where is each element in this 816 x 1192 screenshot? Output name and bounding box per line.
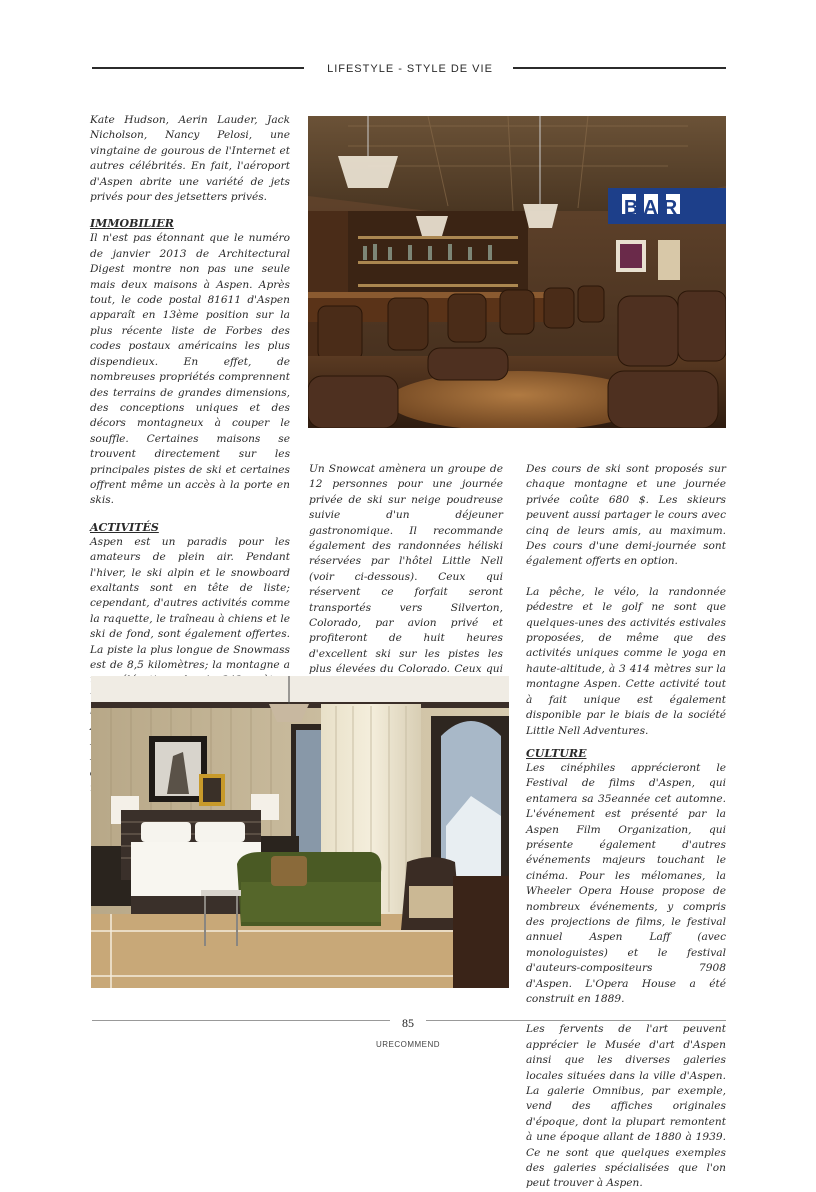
ski-courses-paragraph: Des cours de ski sont proposés sur chaque montagne et une journée privée coûte 680 $. Les skieurs peuvent aussi partager le cours avec cinq de leurs amis, au maximum. Des cours d'une demi-journée sont également offerts en option. [526,463,726,568]
bar-sign-text: BAR [623,197,683,219]
immobilier-paragraph: Il n'est pas étonnant que le numéro de janvier 2013 de Architectural Digest montre non pas une seule mais deux maisons à Aspen. Après tout, le code postal 81611 d'Aspen apparaît en 13ème position sur la plus récente liste de Forbes des codes postaux américains les plus dispendieux. En effet, de nombreuses propriétés comprennent des terrains de grandes dimensions, des conceptions uniques et des décors montagneux à couper le souffle. Certaines maisons se trouvent directement sur les principales pistes de ski et certaines offrent même un accès à la porte en skis. [90,232,290,507]
snowcat-paragraph: Un Snowcat amènera un groupe de 12 personnes pour une journée privée de ski sur neige poudreuse suivie d'un déjeuner gastronomique. Il recommande également des randonnées héliski réservées par l'hôtel Little Nell (voir ci-dessous). Ceux qui réservent ce forfait seront transportés vers Silverton, Colorado, par avion privé et profiteront de huit heures d'excellent ski sur les pistes les plus élevées du Colorado. Ceux qui [309,463,503,676]
activites-paragraph: Aspen est un paradis pour les amateurs de plein air. Pendant l'hiver, le ski alpin et le snowboard exaltants sont en tête de liste; cependant, d'autres activités comme la raquette, le traîneau à chiens et le ski de fond, sont également offertes. La piste la plus longue de Snowmass est de 8,5 kilomètres; la montagne a [90,535,290,671]
intro-paragraph: Kate Hudson, Aerin Lauder, Jack Nicholson, Nancy Pelosi, une vingtaine de gourous de l'Internet et autres célébrités. En fait, l'aéroport d'Aspen abrite une variété de jets privés pour des jetsetters privés. [90,114,290,204]
section-label: LIFESTYLE - STYLE DE VIE [327,63,493,75]
bar-interior-illustration [308,116,726,428]
hotel-room-illustration [91,676,509,988]
immobilier-heading: IMMOBILIER [90,217,174,231]
header-rule-left [92,67,304,69]
column-3 [526,462,726,1192]
activites-heading: ACTIVITÉS [90,520,159,534]
bedroom-photo [91,676,509,988]
header-rule-right [513,67,726,69]
summer-activities-paragraph: La pêche, le vélo, la randonnée pédestre et le golf ne sont que quelques-unes des activités estivales proposées, de même que des activités uniques comme le yoga en haute-altitude, à 3 414 mètres sur la montagne Aspen. Cette activité tout à fait unique est également disponible par le biais de la société Little Nell Adventures. [526,585,726,737]
culture-paragraph-2: Les fervents de l'art peuvent apprécier le Musée d'art d'Aspen ainsi que les diverses galeries locales situées dans la ville d'Aspen. La galerie Omnibus, par exemple, vend des affiches originales d'époque, dont la plupart remontent à une époque allant de 1880 à 1939. Ce ne sont que quelques exemples des galeries spécialisées que l'on peut trouver à Aspen. [526,1023,726,1190]
culture-paragraph-1: Les cinéphiles apprécieront le Festival de films d'Aspen, qui entamera sa 35eannée cet automne. L'événement est présenté par la Aspen Film Organization, qui présente également d'autres événements majeurs touchant le cinéma. Pour les mélomanes, la Wheeler Opera House propose de nombreux événements, y compris des projections de films, le festival annuel Aspen Laff (avec monologuistes) et le festival d'auteurs-compositeurs 7908 d'Aspen. L'Opera House a été construit en 1889. [526,761,726,1005]
page-number: 85 [390,1016,426,1031]
culture-heading: CULTURE [526,746,587,760]
magazine-brand: URECOMMEND [375,1040,441,1049]
bar-photo [308,116,726,428]
